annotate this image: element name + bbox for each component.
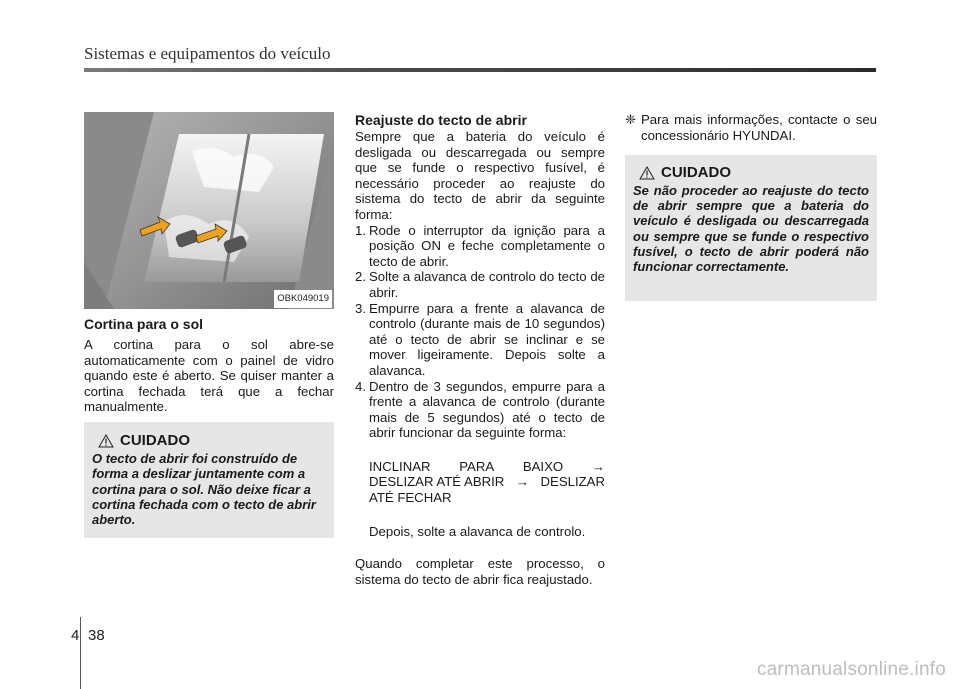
warning-triangle-icon: [98, 434, 114, 448]
reset-heading: Reajuste do tecto de abrir: [355, 112, 527, 128]
footer-divider: [80, 617, 81, 689]
page-number: 38: [88, 627, 105, 644]
seq-step: DESLIZAR ATÉ ABRIR: [369, 474, 505, 490]
reset-step: [355, 379, 605, 441]
seq-word: INCLINAR: [369, 458, 431, 474]
step-text: Rode o interruptor da ignição para a posição ON e feche completamente o tecto de abrir.: [369, 222, 605, 269]
seq-step: ATÉ FECHAR: [369, 490, 452, 506]
caution-title: CUIDADO: [120, 432, 190, 449]
reset-step: [355, 223, 605, 270]
operation-sequence: [355, 459, 605, 506]
header-rule: [84, 68, 876, 72]
column-middle: [355, 112, 605, 587]
image-code: OBK049019: [274, 290, 332, 308]
column-left: [84, 112, 334, 415]
reset-after: Depois, solte a alavanca de controlo.: [369, 523, 586, 539]
step-text: Dentro de 3 segundos, empurre para a frente a alavanca de controlo (durante mais de 5 segundos) até o tecto de abrir funcionar da seguinte forma:: [369, 378, 605, 441]
seq-word: PARA: [459, 458, 495, 474]
column-right: [625, 112, 877, 301]
reset-step: [355, 301, 605, 379]
sunroof-photo: [84, 112, 334, 309]
caution-box-reset: [625, 155, 877, 301]
caution-title-row: [639, 165, 869, 181]
reset-final: Quando completar este processo, o sistema do tecto de abrir fica reajustado.: [355, 556, 605, 587]
warning-triangle-icon: [639, 166, 655, 180]
seq-word: BAIXO: [522, 458, 564, 474]
arrow-right-icon: →: [591, 458, 605, 474]
step-number: 1.: [355, 222, 366, 238]
seq-step: DESLIZAR: [540, 474, 605, 490]
sunshade-heading: Cortina para o sol: [84, 316, 204, 332]
chapter-number: 4: [71, 627, 80, 644]
step-text: Empurre para a frente a alavanca de controlo (durante mais de 10 segundos) até o tecto de abrir se inclinar e se mover ligeiramente. Depois solte a alavanca.: [369, 300, 605, 378]
caution-text: O tecto de abrir foi construído de forma a deslizar juntamente com a cortina para o sol. Não deixe ficar a cortina fechada com o tecto de abrir aberto.: [92, 451, 316, 528]
page-header-title: Sistemas e equipamentos do veículo: [84, 44, 331, 63]
reset-steps-list: [355, 223, 605, 441]
watermark: carmanualsonline.info: [756, 659, 946, 680]
sunroof-illustration: [84, 112, 334, 309]
reset-intro: Sempre que a bateria do veículo é desligada ou descarregada ou sempre que se funde o respectivo fusível, é necessário proceder ao reajuste do sistema do tecto de abrir da seguinte forma:: [355, 129, 605, 222]
step-number: 4.: [355, 378, 366, 394]
caution-title-row: [98, 432, 326, 449]
step-number: 3.: [355, 300, 366, 316]
reset-step: [355, 269, 605, 300]
sunshade-body: A cortina para o sol abre-se automaticamente com o painel de vidro quando este é aberto. Se quiser manter a cortina fechada terá que a fechar manualmente.: [84, 337, 334, 415]
caution-box-sunshade: [84, 422, 334, 538]
sunshade-section: [84, 316, 334, 415]
arrow-right-icon: →: [515, 474, 530, 490]
caution-title: CUIDADO: [661, 164, 731, 182]
dealer-note: [625, 112, 877, 143]
note-text: Para mais informações, contacte o seu concessionário HYUNDAI.: [641, 112, 877, 143]
note-mark-icon: ❈: [625, 112, 637, 127]
step-text: Solte a alavanca de controlo do tecto de abrir.: [369, 269, 605, 300]
step-number: 2.: [355, 269, 366, 285]
caution-text: Se não proceder ao reajuste do tecto de abrir sempre que a bateria do veículo é desligada ou descarregada ou sempre que se funde o respectivo fusível, o tecto de abrir poderá não funcionar correctamente.: [633, 182, 869, 275]
